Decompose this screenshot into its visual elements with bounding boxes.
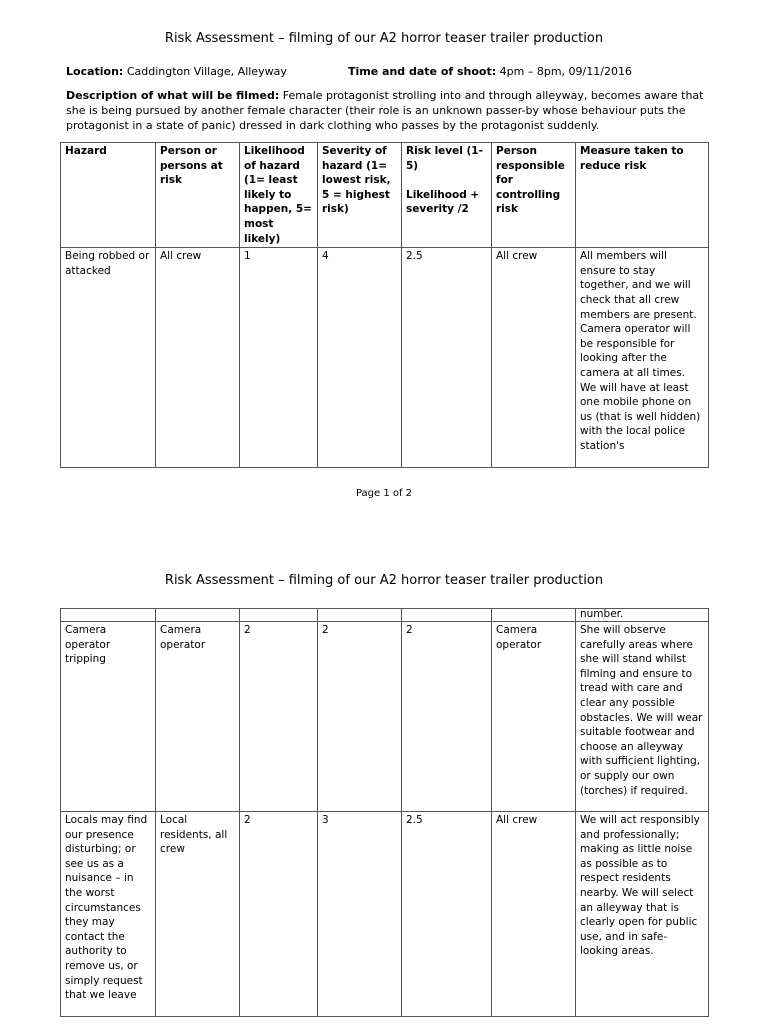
cell-likelihood: 1 <box>240 248 318 468</box>
measure-text: All members will ensure to stay together, and we will check that all crew members are present. Camera operator will be responsible for looking after the camera at all times. We will have at least one mobile phone on us (that is well hidden) with the local police station's <box>580 250 701 452</box>
cell-severity: 3 <box>318 812 402 1017</box>
cell-risk-level: 2.5 <box>402 248 492 468</box>
cell-risk-level: 2.5 <box>402 812 492 1017</box>
cell-measure <box>576 248 709 468</box>
cell-hazard: Camera operator tripping <box>61 622 156 812</box>
location-label: Location: <box>66 65 124 78</box>
cell-responsible: All crew <box>492 812 576 1017</box>
time-date-label: Time and date of shoot: <box>348 65 497 78</box>
empty-cell <box>492 609 576 622</box>
cell-measure: She will observe carefully areas where she will stand whilst filming and ensure to tread with care and clear any possible obstacles. We will wear suitable footwear and choose an alleyway with sufficient lighting, or supply our own (torches) if required. <box>576 622 709 812</box>
cell-responsible: All crew <box>492 248 576 468</box>
empty-cell <box>156 609 240 622</box>
location-line <box>66 65 287 78</box>
table-row <box>61 248 709 468</box>
empty-cell <box>61 609 156 622</box>
header-risk-level: Risk level (1-5) Likelihood + severity /2 <box>402 143 492 248</box>
header-persons: Person or persons at risk <box>156 143 240 248</box>
cell-persons: All crew <box>156 248 240 468</box>
page-title: Risk Assessment – filming of our A2 horror teaser trailer production <box>164 31 604 46</box>
header-responsible: Person responsible for controlling risk <box>492 143 576 248</box>
cell-hazard: Locals may find our presence disturbing; or see us as a nuisance – in the worst circumstances they may contact the authority to remove us, or simply request that we leave <box>61 812 156 1017</box>
empty-cell <box>318 609 402 622</box>
cell-severity: 2 <box>318 622 402 812</box>
cell-persons: Camera operator <box>156 622 240 812</box>
risk-table-page1 <box>60 142 709 468</box>
time-date-line <box>348 65 632 78</box>
page-title: Risk Assessment – filming of our A2 horror teaser trailer production <box>164 573 604 588</box>
page-number: Page 1 of 2 <box>355 488 413 499</box>
cell-likelihood: 2 <box>240 622 318 812</box>
risk-table-page2 <box>60 608 709 1017</box>
location-value: Caddington Village, Alleyway <box>126 65 287 78</box>
empty-cell <box>402 609 492 622</box>
time-date-value: 4pm – 8pm, 09/11/2016 <box>499 65 632 78</box>
cell-likelihood: 2 <box>240 812 318 1017</box>
cell-risk-level: 2 <box>402 622 492 812</box>
header-likelihood: Likelihood of hazard (1= least likely to happen, 5= most likely) <box>240 143 318 248</box>
cell-responsible: Camera operator <box>492 622 576 812</box>
table-row-continued <box>61 609 709 622</box>
cell-measure-continued: number. <box>576 609 709 622</box>
table-row <box>61 622 709 812</box>
cell-hazard: Being robbed or attacked <box>61 248 156 468</box>
table-row <box>61 812 709 1017</box>
description-label: Description of what will be filmed: <box>66 89 280 102</box>
header-hazard: Hazard <box>61 143 156 248</box>
header-measure: Measure taken to reduce risk <box>576 143 709 248</box>
cell-persons: Local residents, all crew <box>156 812 240 1017</box>
description-value: Female protagonist strolling into and through alleyway, becomes aware that she is being pursued by another female character (their role is an unknown passer-by whose behaviour puts the protagonist in a state of panic) dressed in dark clothing who passes by the protagonist suddenly. <box>66 89 704 132</box>
cell-measure: We will act responsibly and professionally; making as little noise as possible as to respect residents nearby. We will select an alleyway that is clearly open for public use, and in safe-looking areas. <box>576 812 709 1017</box>
description <box>66 88 706 133</box>
cell-severity: 4 <box>318 248 402 468</box>
empty-cell <box>240 609 318 622</box>
header-severity: Severity of hazard (1= lowest risk, 5 = highest risk) <box>318 143 402 248</box>
table-header-row <box>61 143 709 248</box>
